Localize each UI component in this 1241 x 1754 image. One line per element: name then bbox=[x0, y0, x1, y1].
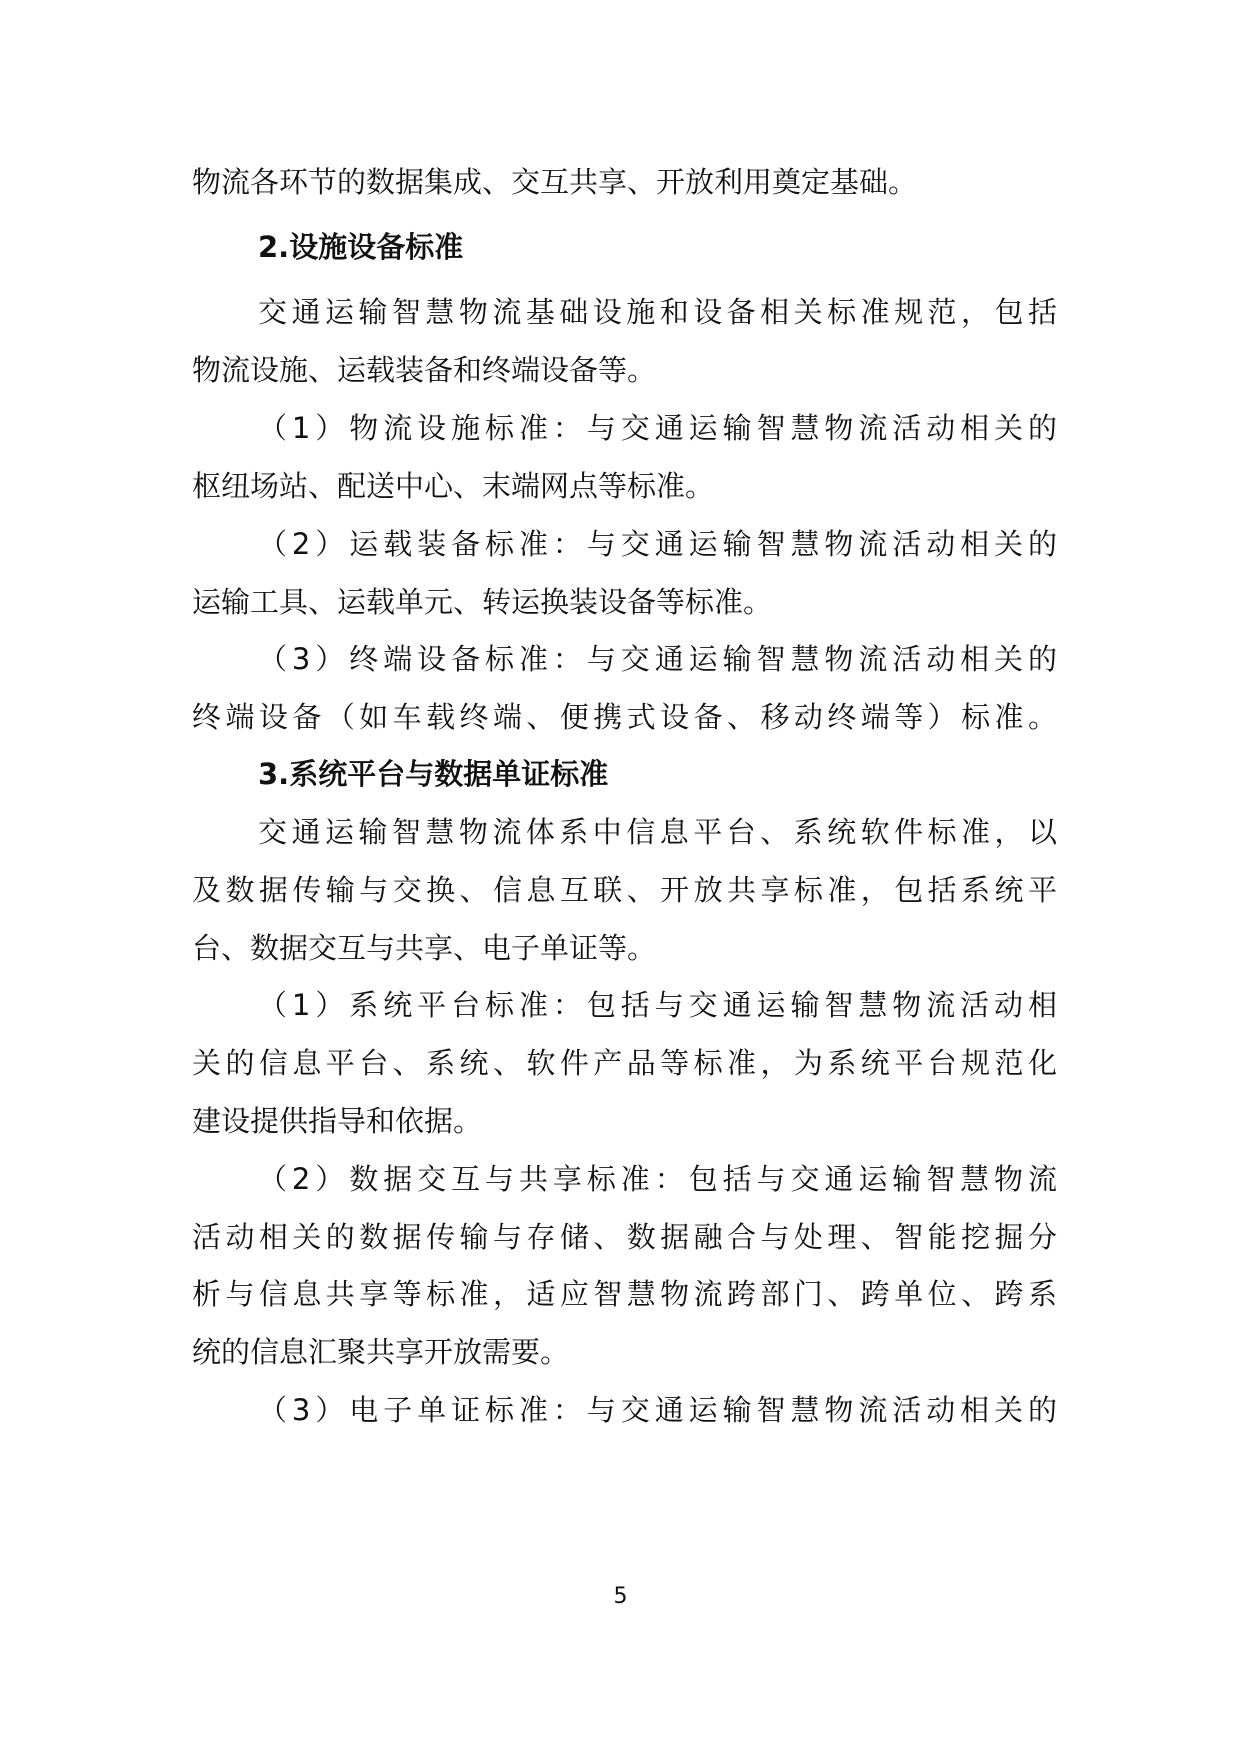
paragraph-line: 台、数据交互与共享、电子单证等。 bbox=[192, 931, 657, 965]
list-item-line: （3）电子单证标准：与交通运输智慧物流活动相关的 bbox=[258, 1393, 1057, 1427]
list-item-line: （1）物流设施标准：与交通运输智慧物流活动相关的 bbox=[258, 411, 1057, 445]
paragraph-line: 交通运输智慧物流基础设施和设备相关标准规范，包括 bbox=[258, 295, 1057, 329]
list-item-line: 建设提供指导和依据。 bbox=[192, 1104, 483, 1138]
list-item-line: （3）终端设备标准：与交通运输智慧物流活动相关的 bbox=[258, 642, 1057, 676]
list-item-line: （1）系统平台标准：包括与交通运输智慧物流活动相 bbox=[258, 988, 1057, 1022]
section-heading-2: 2.设施设备标准 bbox=[258, 230, 464, 264]
list-item-line: 终端设备（如车载终端、便携式设备、移动终端等）标准。 bbox=[192, 700, 1057, 734]
list-item-line: 关的信息平台、系统、软件产品等标准，为系统平台规范化 bbox=[192, 1046, 1057, 1080]
paragraph-line: 交通运输智慧物流体系中信息平台、系统软件标准，以 bbox=[258, 815, 1057, 849]
list-item-line: 活动相关的数据传输与存储、数据融合与处理、智能挖掘分 bbox=[192, 1220, 1057, 1254]
paragraph-line: 物流各环节的数据集成、交互共享、开放利用奠定基础。 bbox=[192, 165, 918, 199]
list-item-line: （2）数据交互与共享标准：包括与交通运输智慧物流 bbox=[258, 1162, 1057, 1196]
list-item-line: 运输工具、运载单元、转运换装设备等标准。 bbox=[192, 585, 773, 619]
section-heading-3: 3.系统平台与数据单证标准 bbox=[258, 757, 609, 791]
list-item-line: 统的信息汇聚共享开放需要。 bbox=[192, 1335, 570, 1369]
list-item-line: （2）运载装备标准：与交通运输智慧物流活动相关的 bbox=[258, 527, 1057, 561]
page-number: 5 bbox=[613, 1584, 628, 1609]
list-item-line: 析与信息共享等标准，适应智慧物流跨部门、跨单位、跨系 bbox=[192, 1277, 1057, 1311]
paragraph-line: 物流设施、运载装备和终端设备等。 bbox=[192, 353, 657, 387]
list-item-line: 枢纽场站、配送中心、末端网点等标准。 bbox=[192, 469, 715, 503]
paragraph-line: 及数据传输与交换、信息互联、开放共享标准，包括系统平 bbox=[192, 873, 1057, 907]
